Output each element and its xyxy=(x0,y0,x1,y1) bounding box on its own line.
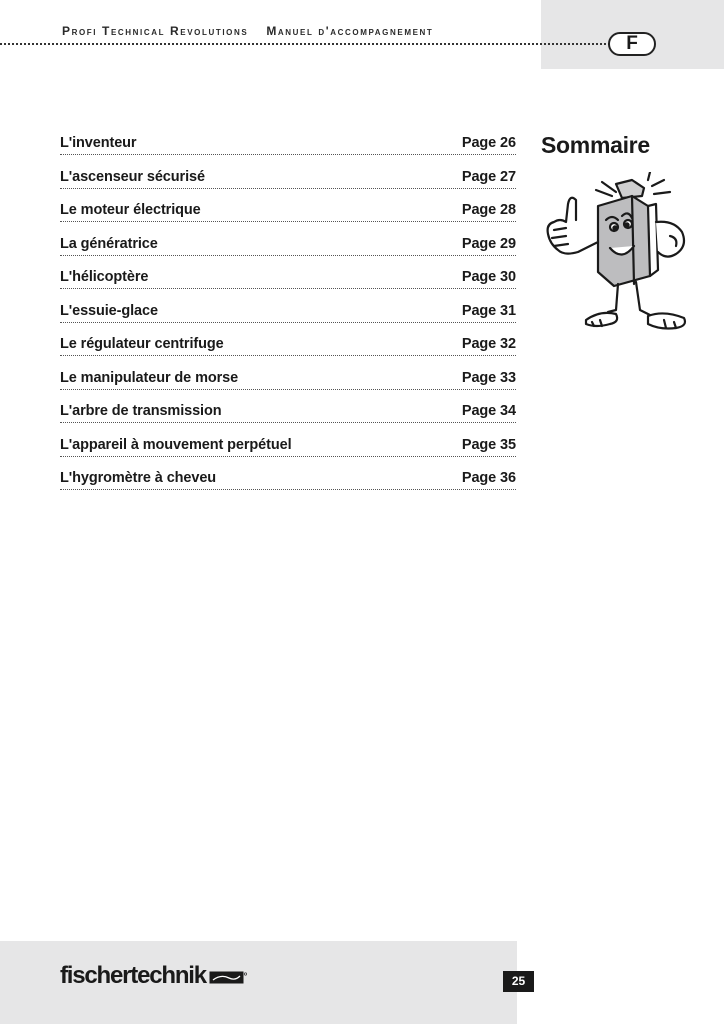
thumbs-up-mascot-icon xyxy=(536,172,706,342)
toc-title: L'hygromètre à cheveu xyxy=(60,470,217,486)
toc-title: L'hélicoptère xyxy=(60,269,149,285)
brand xyxy=(60,962,247,990)
header-title xyxy=(62,24,433,38)
toc-title: L'appareil à mouvement perpétuel xyxy=(60,436,292,453)
toc-page: Page 26 xyxy=(461,135,516,151)
brand-name: fischertechnik xyxy=(60,962,206,989)
toc-row[interactable] xyxy=(60,390,516,424)
toc-page: Page 33 xyxy=(461,369,516,386)
toc-page: Page 32 xyxy=(461,336,516,352)
toc-row[interactable] xyxy=(60,189,516,223)
toc-title: L'arbre de transmission xyxy=(60,403,222,419)
fischertechnik-logo-icon xyxy=(209,971,247,985)
toc-title: L'essuie-glace xyxy=(60,302,158,319)
toc-title: L'inventeur xyxy=(60,135,137,151)
toc-row[interactable] xyxy=(60,457,516,491)
toc-page: Page 31 xyxy=(461,302,516,319)
toc-row[interactable] xyxy=(60,289,516,323)
toc-title: La génératrice xyxy=(60,235,158,252)
toc-title: Le régulateur centrifuge xyxy=(60,336,224,352)
toc-page: Page 29 xyxy=(461,235,516,252)
toc-page: Page 27 xyxy=(461,168,516,185)
toc-row[interactable] xyxy=(60,256,516,290)
toc-page: Page 36 xyxy=(461,470,516,486)
toc-page: Page 34 xyxy=(461,403,516,419)
page-number: 25 xyxy=(503,971,534,992)
toc-row[interactable] xyxy=(60,132,516,155)
toc-row[interactable] xyxy=(60,356,516,390)
toc-page: Page 35 xyxy=(461,436,516,453)
header-title-manual: Manuel d'accompagnement xyxy=(266,24,434,38)
toc-row[interactable] xyxy=(60,155,516,189)
toc-title: Le moteur électrique xyxy=(60,202,201,218)
toc-row[interactable] xyxy=(60,423,516,457)
toc-row[interactable] xyxy=(60,323,516,357)
toc-page: Page 30 xyxy=(461,269,516,285)
toc-page: Page 28 xyxy=(461,202,516,218)
toc-title: L'ascenseur sécurisé xyxy=(60,168,205,185)
table-of-contents xyxy=(60,132,516,490)
language-badge: F xyxy=(608,32,656,56)
toc-row[interactable] xyxy=(60,222,516,256)
page-title: Sommaire xyxy=(541,132,650,158)
header-title-series: Profi Technical Revolutions xyxy=(62,24,249,38)
toc-title: Le manipulateur de morse xyxy=(60,369,239,386)
header-dotted-rule xyxy=(0,43,610,45)
